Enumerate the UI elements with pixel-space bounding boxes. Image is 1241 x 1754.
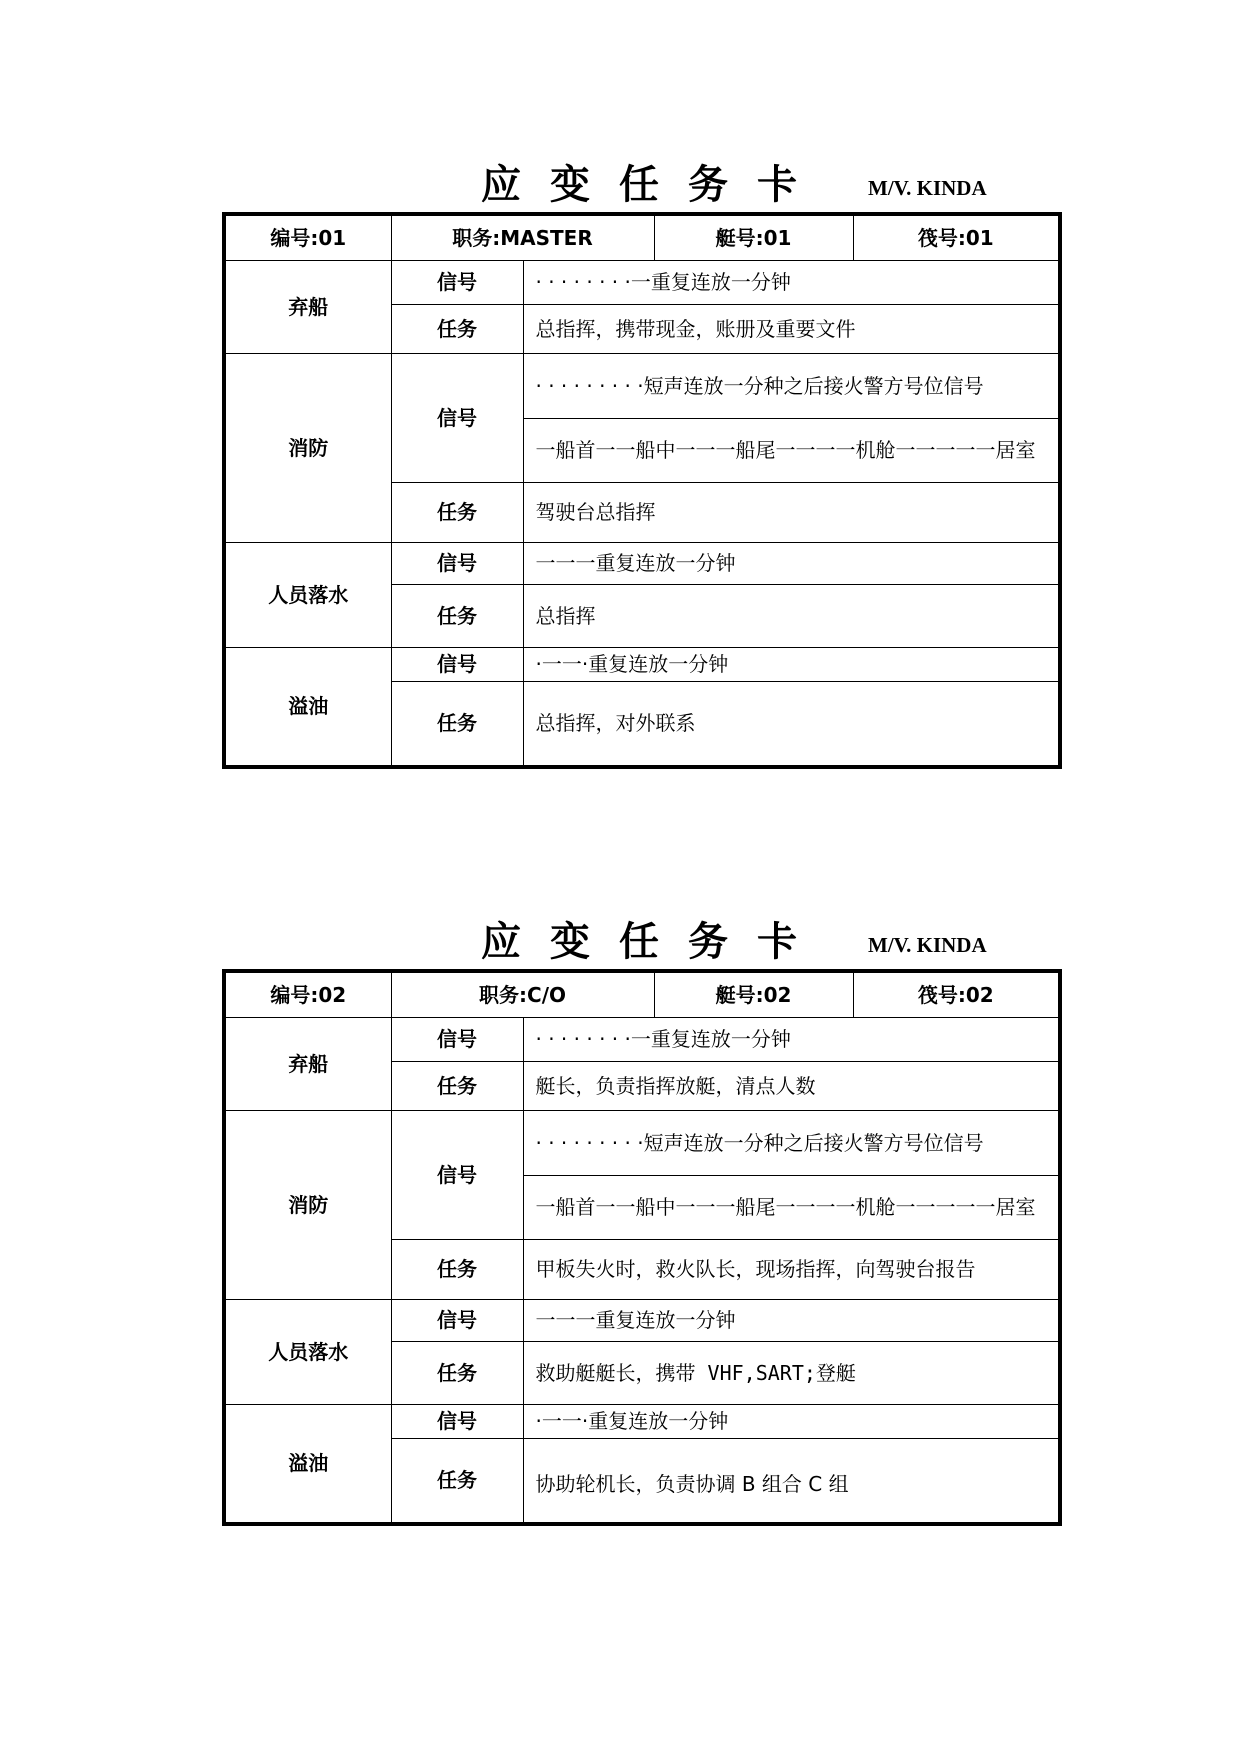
signal-label: 信号 — [391, 260, 523, 304]
card-title-row — [0, 160, 1241, 210]
task-label: 任务 — [391, 681, 523, 767]
abandon-signal: · · · · · · · ·一重复连放一分钟 — [523, 1017, 1060, 1061]
oil-spill-label: 溢油 — [224, 647, 391, 767]
signal-label: 信号 — [391, 353, 523, 482]
oil-task: 总指挥，对外联系 — [523, 681, 1060, 767]
card-number: 编号:01 — [224, 214, 391, 260]
fire-station-signal: 一船首一一船中一一一船尾一一一一机舱一一一一一居室 — [523, 418, 1060, 482]
raft-number: 筏号:02 — [853, 971, 1060, 1017]
duty: 职务:MASTER — [391, 214, 654, 260]
man-overboard-label: 人员落水 — [224, 1299, 391, 1404]
signal-label: 信号 — [391, 647, 523, 681]
card-number: 编号:02 — [224, 971, 391, 1017]
signal-label: 信号 — [391, 1404, 523, 1438]
fire-signal-row-1 — [224, 1110, 1060, 1175]
header-row — [224, 971, 1060, 1017]
task-label: 任务 — [391, 1239, 523, 1299]
muster-card-2 — [0, 917, 1241, 1497]
signal-label: 信号 — [391, 1110, 523, 1239]
muster-table — [222, 969, 1062, 1526]
ship-name: M/V. KINDA — [868, 933, 987, 957]
raft-number: 筏号:01 — [853, 214, 1060, 260]
fire-signal: · · · · · · · · ·短声连放一分种之后接火警方号位信号 — [523, 1110, 1060, 1175]
mob-signal: 一一一重复连放一分钟 — [523, 542, 1060, 584]
signal-label: 信号 — [391, 1017, 523, 1061]
abandon-task: 艇长，负责指挥放艇，清点人数 — [523, 1061, 1060, 1110]
abandon-ship-label: 弃船 — [224, 1017, 391, 1110]
mob-task: 救助艇艇长，携带 VHF,SART;登艇 — [523, 1341, 1060, 1404]
oil-task: 协助轮机长，负责协调 B 组合 C 组 — [523, 1438, 1060, 1524]
man-overboard-label: 人员落水 — [224, 542, 391, 647]
fire-task: 甲板失火时，救火队长，现场指挥，向驾驶台报告 — [523, 1239, 1060, 1299]
oil-signal-row — [224, 1404, 1060, 1438]
signal-label: 信号 — [391, 542, 523, 584]
abandon-signal: · · · · · · · ·一重复连放一分钟 — [523, 260, 1060, 304]
mob-task: 总指挥 — [523, 584, 1060, 647]
fire-signal-row-1 — [224, 353, 1060, 418]
fire-task: 驾驶台总指挥 — [523, 482, 1060, 542]
boat-number: 艇号:02 — [654, 971, 853, 1017]
card-title-row — [0, 917, 1241, 967]
fire-signal: · · · · · · · · ·短声连放一分种之后接火警方号位信号 — [523, 353, 1060, 418]
mob-signal: 一一一重复连放一分钟 — [523, 1299, 1060, 1341]
abandon-signal-row — [224, 260, 1060, 304]
mob-signal-row — [224, 542, 1060, 584]
muster-card-1 — [0, 160, 1241, 736]
abandon-signal-row — [224, 1017, 1060, 1061]
oil-signal: ·一一·重复连放一分钟 — [523, 1404, 1060, 1438]
fire-label: 消防 — [224, 353, 391, 542]
mob-signal-row — [224, 1299, 1060, 1341]
oil-signal-row — [224, 647, 1060, 681]
abandon-task: 总指挥，携带现金，账册及重要文件 — [523, 304, 1060, 353]
boat-number: 艇号:01 — [654, 214, 853, 260]
oil-spill-label: 溢油 — [224, 1404, 391, 1524]
task-label: 任务 — [391, 304, 523, 353]
task-label: 任务 — [391, 1061, 523, 1110]
task-label: 任务 — [391, 1438, 523, 1524]
signal-label: 信号 — [391, 1299, 523, 1341]
card-title: 应变任务卡 — [481, 161, 826, 208]
task-label: 任务 — [391, 584, 523, 647]
header-row — [224, 214, 1060, 260]
muster-table — [222, 212, 1062, 769]
task-label: 任务 — [391, 1341, 523, 1404]
fire-station-signal: 一船首一一船中一一一船尾一一一一机舱一一一一一居室 — [523, 1175, 1060, 1239]
abandon-ship-label: 弃船 — [224, 260, 391, 353]
ship-name: M/V. KINDA — [868, 176, 987, 200]
fire-label: 消防 — [224, 1110, 391, 1299]
card-title: 应变任务卡 — [481, 918, 826, 965]
duty: 职务:C/O — [391, 971, 654, 1017]
oil-signal: ·一一·重复连放一分钟 — [523, 647, 1060, 681]
task-label: 任务 — [391, 482, 523, 542]
